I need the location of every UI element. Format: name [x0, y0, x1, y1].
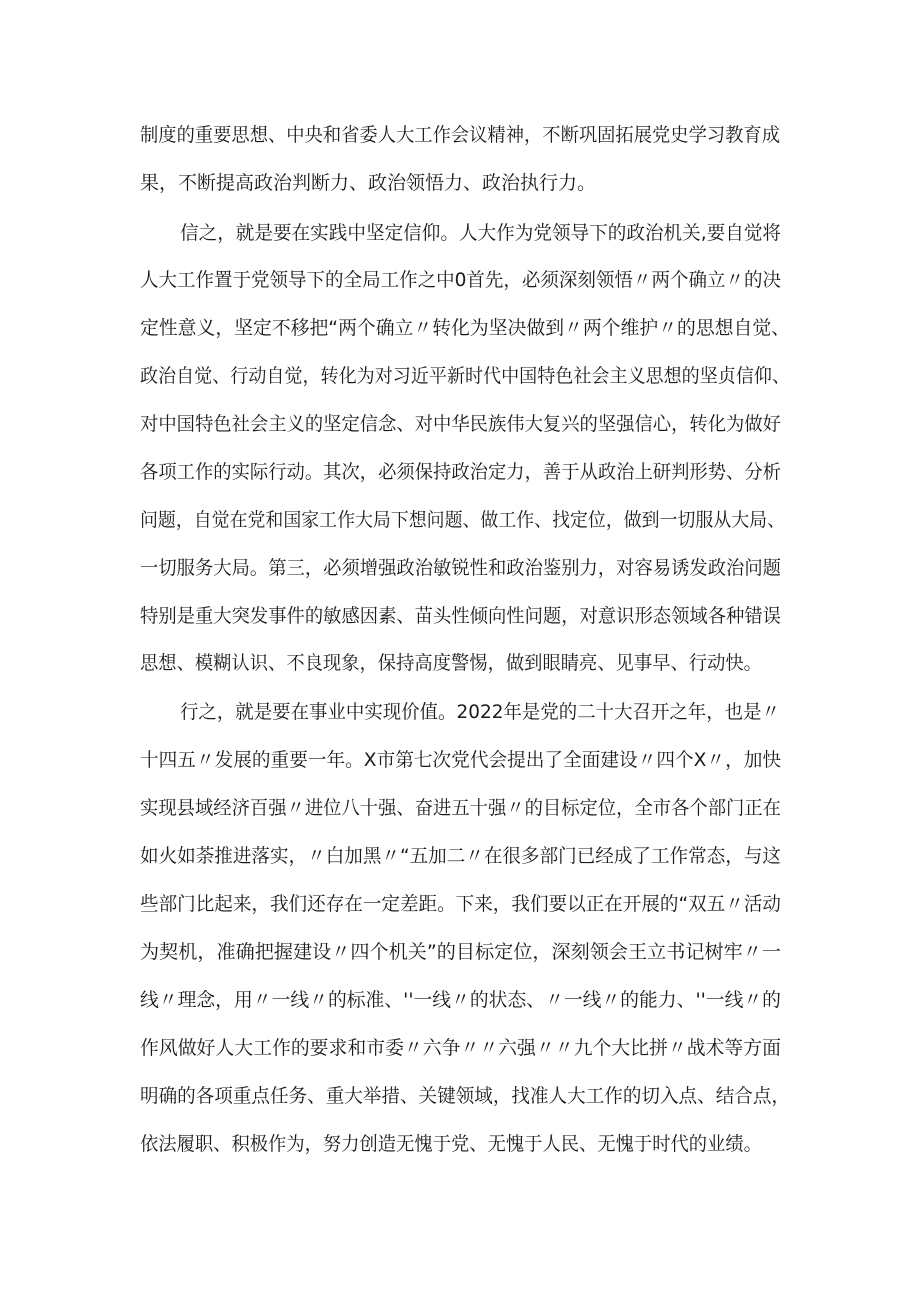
- text-line: [0, 1028, 920, 1068]
- line-text: 制度的重要思想、中央和省委人大工作会议精神，不断巩固拓展党史学习教育成: [140, 124, 781, 146]
- line-text: 各项工作的实际行动。其次，必须保持政治定力，善于从政治上研判形势、分析: [140, 461, 782, 483]
- text-line: [0, 452, 920, 492]
- text-line: [0, 692, 920, 732]
- line-text: 问题，自觉在党和国家工作大局下想问题、做工作、找定位，做到一切服从大局、: [140, 509, 786, 531]
- text-line: [0, 643, 920, 683]
- line-text: 定性意义，坚定不移把“两个确立〃转化为坚决做到〃两个维护〃的思想自觉、: [140, 317, 791, 339]
- line-text: 一切服务大局。第三，必须增强政治敏锐性和政治鉴别力，对容易诱发政治问题: [140, 557, 782, 579]
- line-text: 思想、模糊认识、不良现象，保持高度警惕，做到眼睛亮、见事早、行动快。: [140, 652, 762, 674]
- text-line: [0, 1076, 920, 1116]
- line-text: 特别是重大突发事件的敏感因素、苗头性倾向性问题，对意识形态领域各种错误: [140, 605, 782, 627]
- text-line: [0, 163, 920, 203]
- line-text: 十四五〃发展的重要一年。X市第七次党代会提出了全面建设〃四个X〃，加快: [140, 749, 782, 771]
- text-line: [0, 500, 920, 540]
- text-line: [0, 836, 920, 876]
- line-text: 行之，就是要在事业中实现价值。2022年是党的二十大召开之年，也是〃: [180, 701, 780, 723]
- line-text: 实现县域经济百强〃进位八十强、奋进五十强〃的目标定位，全市各个部门正在: [140, 797, 782, 819]
- line-text: 明确的各项重点任务、重大举措、关键领域，找准人大工作的切入点、结合点，: [140, 1085, 790, 1107]
- text-line: [0, 980, 920, 1020]
- line-text: 果，不断提高政治判断力、政治领悟力、政治执行力。: [140, 172, 597, 194]
- text-line: [0, 404, 920, 444]
- line-text: 作风做好人大工作的要求和市委〃六争〃〃六强〃〃九个大比拼〃战术等方面: [140, 1037, 781, 1059]
- text-line: [0, 788, 920, 828]
- line-text: 线〃理念，用〃一线〃的标准、''一线〃的状态、〃一线〃的能力、''一线〃的: [140, 989, 781, 1011]
- text-line: [0, 548, 920, 588]
- text-line: [0, 1124, 920, 1164]
- text-line: [0, 884, 920, 924]
- line-text: 为契机，准确把握建设〃四个机关”的目标定位，深刻领会王立书记树牢〃一: [140, 941, 781, 963]
- line-text: 依法履职、积极作为，努力创造无愧于党、无愧于人民、无愧于时代的业绩。: [140, 1133, 762, 1155]
- text-line: [0, 308, 920, 348]
- line-text: 人大工作置于党领导下的全局工作之中0首先，必须深刻领悟〃两个确立〃的决: [140, 269, 781, 291]
- line-text: 些部门比起来，我们还存在一定差距。下来，我们要以正在开展的“双五〃活动: [140, 893, 781, 915]
- line-text: 如火如荼推进落实，〃白加黑〃“五加二〃在很多部门已经成了工作常态，与这: [140, 845, 781, 867]
- text-line: [0, 260, 920, 300]
- text-line: [0, 740, 920, 780]
- text-line: [0, 356, 920, 396]
- text-line: [0, 115, 920, 155]
- text-line: [0, 596, 920, 636]
- line-text: 信之，就是要在实践中坚定信仰。人大作为党领导下的政治机关,要自觉将: [180, 222, 782, 244]
- text-line: [0, 932, 920, 972]
- text-line: [0, 213, 920, 253]
- line-text: 对中国特色社会主义的坚定信念、对中华民族伟大复兴的坚强信心，转化为做好: [140, 413, 782, 435]
- line-text: 政治自觉、行动自觉，转化为对习近平新时代中国特色社会主义思想的坚贞信仰、: [140, 365, 791, 387]
